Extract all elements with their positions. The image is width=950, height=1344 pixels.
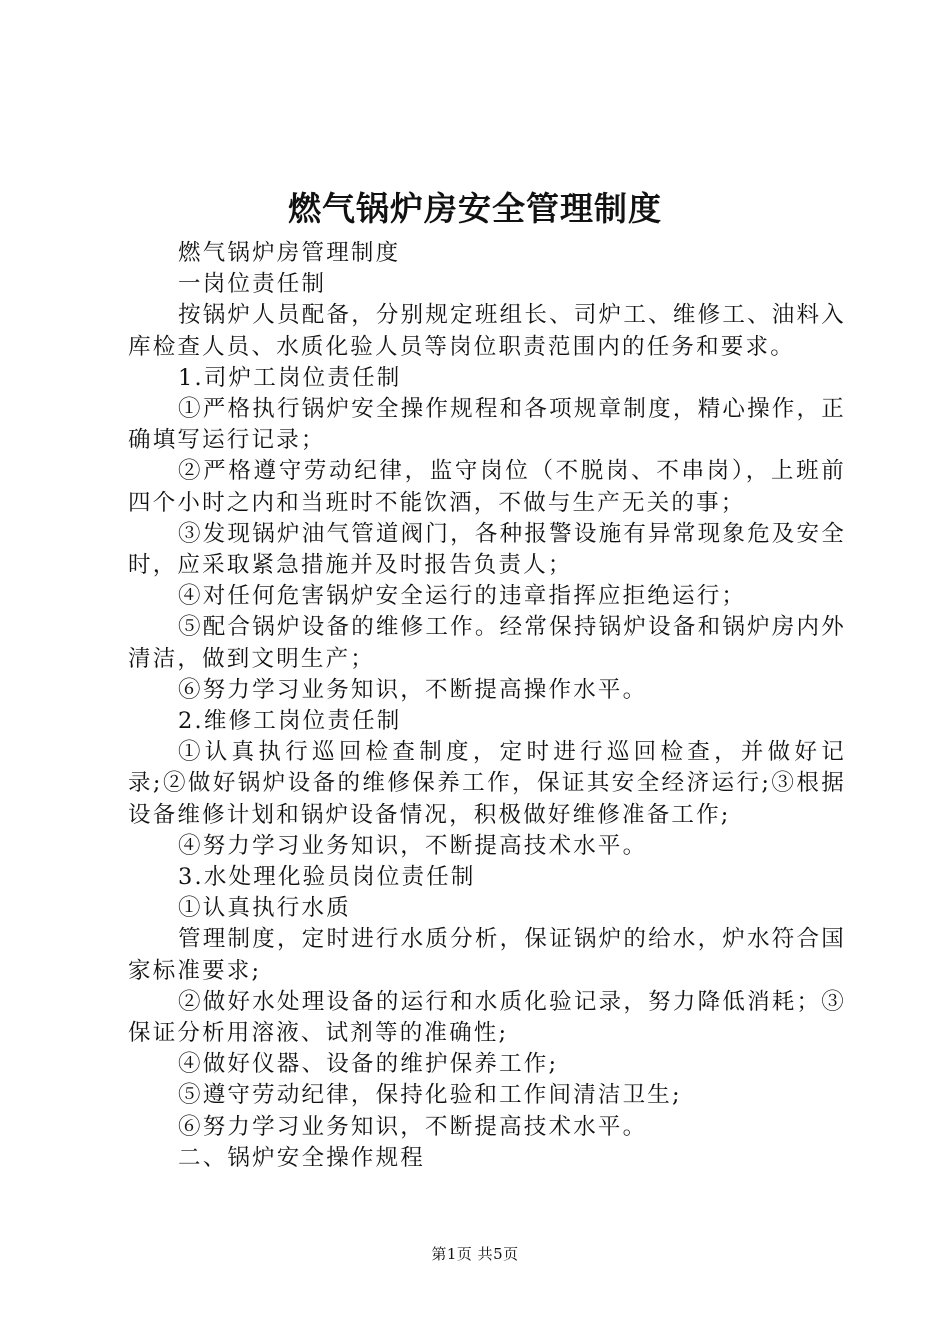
- paragraph: ②做好水处理设备的运行和水质化验记录，努力降低消耗；③保证分析用溶液、试剂等的准确性;: [128, 988, 846, 1047]
- paragraph: ①认真执行水质: [178, 895, 351, 922]
- paragraph: ⑥努力学习业务知识，不断提高技术水平。: [178, 1113, 648, 1140]
- paragraph: 1.司炉工岗位责任制: [178, 364, 402, 391]
- paragraph: ⑤配合锅炉设备的维修工作。经常保持锅炉设备和锅炉房内外清洁，做到文明生产；: [128, 614, 846, 672]
- document-body: [128, 238, 846, 1174]
- paragraph: ④努力学习业务知识，不断提高技术水平。: [178, 832, 648, 859]
- paragraph: 一岗位责任制: [178, 271, 327, 298]
- paragraph: 2.维修工岗位责任制: [178, 708, 402, 735]
- paragraph: ⑤遵守劳动纪律，保持化验和工作间清洁卫生;: [178, 1082, 682, 1109]
- paragraph: ④做好仪器、设备的维护保养工作;: [178, 1051, 559, 1078]
- paragraph: ①严格执行锅炉安全操作规程和各项规章制度，精心操作，正确填写运行记录；: [128, 396, 846, 454]
- paragraph: ①认真执行巡回检查制度，定时进行巡回检查，并做好记录;②做好锅炉设备的维修保养工作，保证其安全经济运行;③根据设备维修计划和锅炉设备情况，积极做好维修准备工作;: [128, 739, 846, 828]
- paragraph: 按锅炉人员配备，分别规定班组长、司炉工、维修工、油料入库检查人员、水质化验人员等岗位职责范围内的任务和要求。: [128, 302, 846, 360]
- document-title: 燃气锅炉房安全管理制度: [288, 189, 662, 228]
- page-number-footer: 第1页 共5页: [431, 1245, 519, 1263]
- paragraph: ⑥努力学习业务知识，不断提高操作水平。: [178, 676, 648, 703]
- paragraph: 燃气锅炉房管理制度: [178, 240, 401, 266]
- paragraph: ③发现锅炉油气管道阀门，各种报警设施有异常现象危及安全时，应采取紧急措施并及时报告负责人；: [128, 520, 846, 579]
- paragraph: ②严格遵守劳动纪律，监守岗位（不脱岗、不串岗），上班前四个小时之内和当班时不能饮酒，不做与生产无关的事；: [128, 458, 846, 516]
- paragraph: ④对任何危害锅炉安全运行的违章指挥应拒绝运行；: [178, 583, 747, 610]
- paragraph: 3.水处理化验员岗位责任制: [178, 864, 476, 891]
- paragraph: 管理制度，定时进行水质分析，保证锅炉的给水，炉水符合国家标准要求;: [128, 926, 846, 984]
- paragraph: 二、锅炉安全操作规程: [178, 1144, 426, 1171]
